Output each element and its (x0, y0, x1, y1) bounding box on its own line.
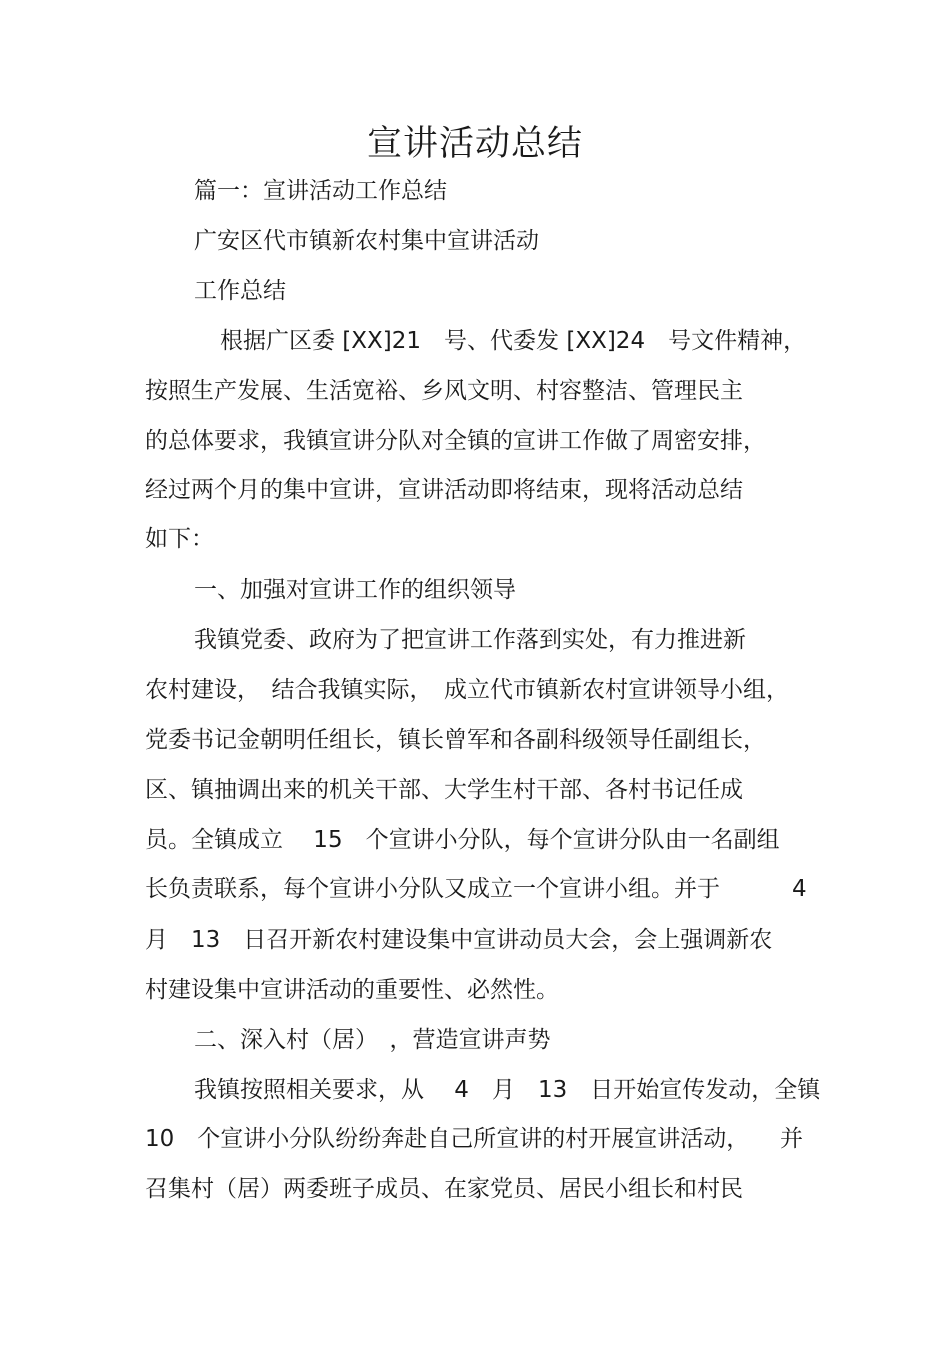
paragraph-line: 农村建设， 结合我镇实际， 成立代市镇新农村宣讲领导小组， (145, 677, 789, 703)
paragraph-line: 员。全镇成立 15 个宣讲小分队，每个宣讲分队由一名副组 (145, 827, 780, 853)
paragraph-line: 区、镇抽调出来的机关干部、大学生村干部、各村书记任成 (145, 777, 743, 803)
paragraph-line-tail: 4 (792, 876, 807, 902)
paragraph-line: 月 13 日召开新农村建设集中宣讲动员大会，会上强调新农 (145, 927, 773, 953)
section-heading: 二、深入村（居） ，营造宣讲声势 (194, 1027, 551, 1053)
paragraph-line-tail: 并 (780, 1126, 803, 1152)
paragraph-line: 按照生产发展、生活宽裕、乡风文明、村容整洁、管理民主 (145, 378, 743, 404)
paragraph-line: 我镇党委、政府为了把宣讲工作落到实处，有力推进新 (194, 627, 746, 653)
paragraph-line: 根据广区委 [XX]21 号、代委发 [XX]24 号文件精神， (220, 328, 807, 354)
paragraph-line: 长负责联系，每个宣讲小分队又成立一个宣讲小组。并于 (145, 876, 720, 902)
subtitle-line: 工作总结 (194, 278, 286, 304)
paragraph-line: 的总体要求，我镇宣讲分队对全镇的宣讲工作做了周密安排， (145, 428, 766, 454)
paragraph-line: 经过两个月的集中宣讲，宣讲活动即将结束，现将活动总结 (145, 477, 743, 503)
paragraph-line: 村建设集中宣讲活动的重要性、必然性。 (145, 977, 559, 1003)
section-heading: 篇一：宣讲活动工作总结 (194, 178, 447, 204)
paragraph-line: 党委书记金朝明任组长，镇长曾军和各副科级领导任副组长， (145, 727, 766, 753)
subtitle-line: 广安区代市镇新农村集中宣讲活动 (194, 228, 539, 254)
document-title: 宣讲活动总结 (366, 124, 583, 164)
section-heading: 一、加强对宣讲工作的组织领导 (194, 577, 516, 603)
paragraph-line: 如下： (145, 526, 214, 552)
paragraph-line: 我镇按照相关要求，从 4 月 13 日开始宣传发动，全镇 (194, 1077, 821, 1103)
paragraph-line: 10 个宣讲小分队纷纷奔赴自己所宣讲的村开展宣讲活动， (145, 1126, 750, 1152)
paragraph-line: 召集村（居）两委班子成员、在家党员、居民小组长和村民 (145, 1176, 743, 1202)
